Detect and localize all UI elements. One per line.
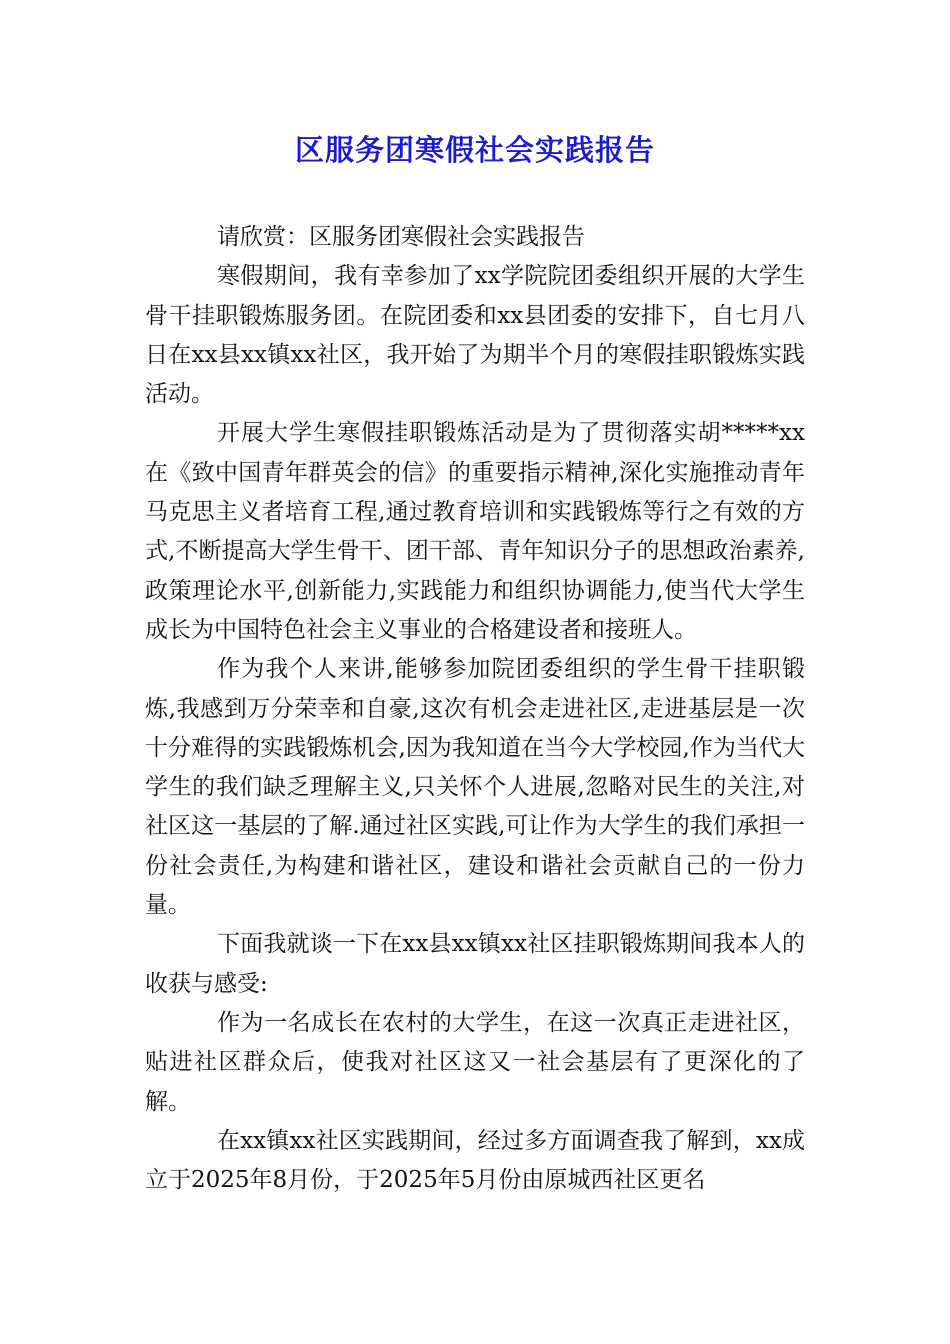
body-paragraph: 在xx镇xx社区实践期间，经过多方面调查我了解到，xx成立于2025年8月份，于2025年5月份由原城西社区更名 [145, 1127, 805, 1194]
body-paragraph: 作为一名成长在农村的大学生，在这一次真正走进社区，贴进社区群众后，使我对社区这又一社会基层有了更深化的了解。 [145, 1009, 805, 1115]
document-title: 区服务团寒假社会实践报告 [294, 133, 655, 167]
body-paragraph: 作为我个人来讲,能够参加院团委组织的学生骨干挂职锻炼,我感到万分荣幸和自豪,这次有机会走进社区,走进基层是一次十分难得的实践锻炼机会,因为我知道在当今大学校园,作为当代大学生的我们缺乏理解主义,只关怀个人进展,忽略对民生的关注,对社区这一基层的了解.通过社区实践,可让作为大学生的我们承担一份社会责任,为构建和谐社区，建设和谐社会贡献自己的一份力量。 [145, 656, 805, 919]
intro-paragraph: 请欣赏：区服务团寒假社会实践报告 [217, 224, 585, 250]
document-body [145, 218, 805, 1200]
body-paragraph: 开展大学生寒假挂职锻炼活动是为了贯彻落实胡*****xx在《致中国青年群英会的信》的重要指示精神,深化实施推动青年马克思主义者培育工程,通过教育培训和实践锻炼等行之有效的方式,不断提高大学生骨干、团干部、青年知识分子的思想政治素养,政策理论水平,创新能力,实践能力和组织协调能力,使当代大学生成长为中国特色社会主义事业的合格建设者和接班人。 [145, 420, 805, 643]
body-paragraph: 寒假期间，我有幸参加了xx学院院团委组织开展的大学生骨干挂职锻炼服务团。在院团委和xx县团委的安排下，自七月八日在xx县xx镇xx社区，我开始了为期半个月的寒假挂职锻炼实践活动。 [145, 263, 805, 408]
body-paragraph: 下面我就谈一下在xx县xx镇xx社区挂职锻炼期间我本人的收获与感受: [145, 931, 805, 997]
